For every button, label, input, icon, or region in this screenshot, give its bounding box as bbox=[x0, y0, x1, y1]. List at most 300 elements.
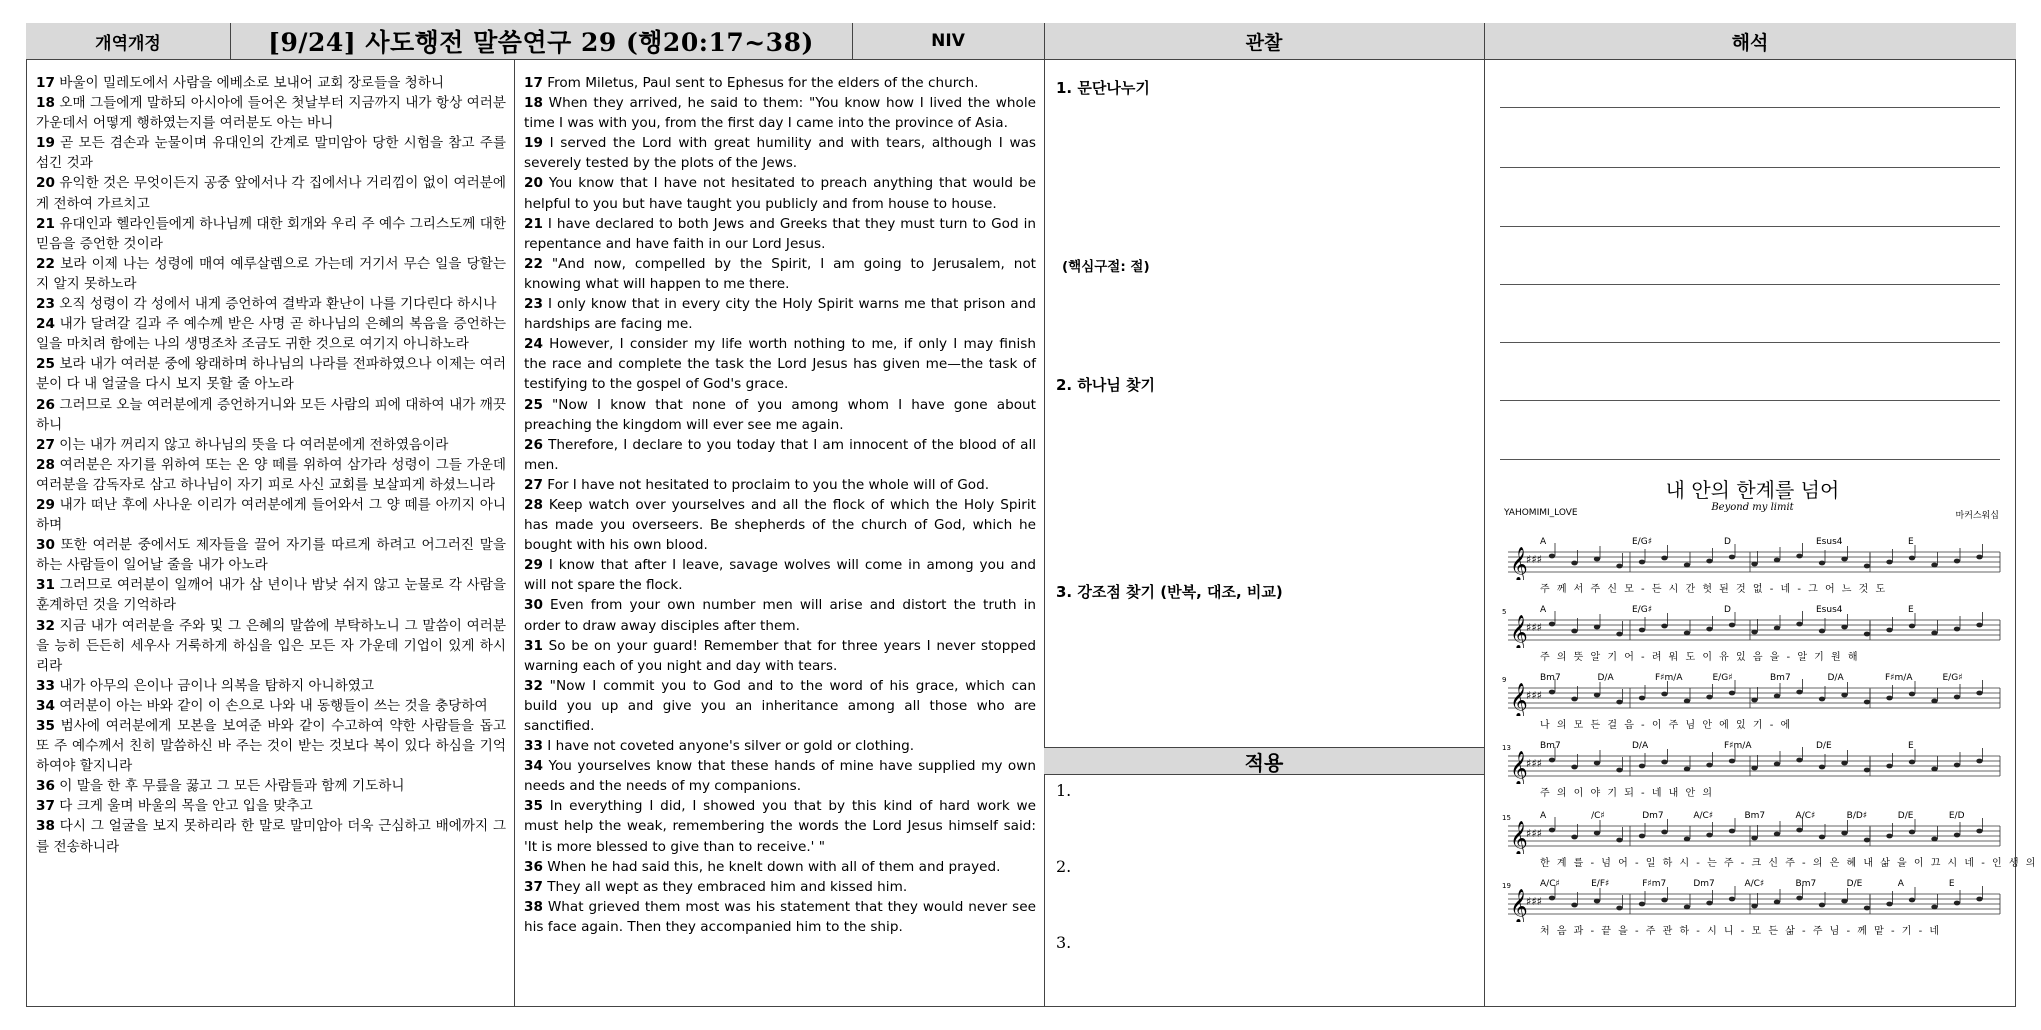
music-note-icon bbox=[1954, 559, 1960, 564]
music-note-icon bbox=[1549, 622, 1555, 627]
music-note-icon bbox=[1841, 831, 1847, 836]
writing-line bbox=[1500, 226, 2000, 227]
korean-verse bbox=[36, 616, 506, 676]
chord-symbol: F♯m/A bbox=[1885, 673, 1913, 683]
verse-number: 37 bbox=[36, 798, 55, 815]
verse-text: 범사에 여러분에게 모본을 보여준 바와 같이 수고하여 약한 사람들을 돕고 또 주 예수께서 친히 말씀하신 바 주는 것이 받는 것보다 복이 있다 하심을 기억하여야 할지니라 bbox=[36, 718, 506, 775]
verse-text: 오직 성령이 각 성에서 내게 증언하여 결박과 환난이 나를 기다린다 하시나 bbox=[54, 296, 497, 313]
korean-verse bbox=[36, 535, 506, 575]
music-note-icon bbox=[1796, 554, 1802, 559]
verse-text: 내가 달려갈 길과 주 예수께 받은 사명 곧 하나님의 은혜의 복음을 증언하는 일을 마치려 함에는 나의 생명조차 조금도 귀한 것으로 여기지 아니하노라 bbox=[36, 316, 506, 353]
music-note-icon bbox=[1751, 766, 1757, 771]
verse-text: I know that after I leave, savage wolves will come in among you and will not spare the flock. bbox=[524, 557, 1036, 594]
music-note-icon bbox=[1954, 695, 1960, 700]
music-note-icon bbox=[1954, 763, 1960, 768]
verse-number: 29 bbox=[524, 557, 543, 574]
music-note-icon bbox=[1684, 699, 1690, 704]
music-note-icon bbox=[1571, 765, 1577, 770]
music-note-icon bbox=[1684, 563, 1690, 568]
key-signature-icon: ♯♯♯ bbox=[1526, 553, 1542, 566]
chord-symbol: E/G♯ bbox=[1712, 673, 1733, 683]
music-note-icon bbox=[1639, 696, 1645, 701]
music-note-icon bbox=[1571, 561, 1577, 566]
chord-symbol: A bbox=[1897, 879, 1904, 889]
treble-clef-icon: 𝄞 bbox=[1510, 889, 1528, 922]
interpretation-label: 해석 bbox=[1731, 31, 1769, 54]
key-signature-icon: ♯♯♯ bbox=[1526, 689, 1542, 702]
verse-text: For I have not hesitated to proclaim to you the whole will of God. bbox=[542, 476, 990, 493]
verse-number: 36 bbox=[36, 778, 55, 795]
verse-number: 26 bbox=[524, 436, 543, 453]
korean-verse bbox=[36, 776, 506, 796]
music-note-icon bbox=[1796, 690, 1802, 695]
writing-line bbox=[1500, 167, 2000, 168]
music-note-icon bbox=[1819, 835, 1825, 840]
treble-clef-icon: 𝄞 bbox=[1510, 547, 1528, 580]
korean-verse bbox=[36, 214, 506, 254]
version-header bbox=[26, 23, 230, 60]
music-note-icon bbox=[1661, 556, 1667, 561]
verse-text: 이는 내가 꺼리지 않고 하나님의 뜻을 다 여러분에게 전하였음이라 bbox=[54, 436, 449, 453]
chord-symbol: F♯m/A bbox=[1655, 673, 1683, 683]
verse-number: 27 bbox=[524, 476, 543, 493]
observation-label: 관찰 bbox=[1245, 31, 1283, 54]
music-note-icon bbox=[1684, 767, 1690, 772]
verse-number: 30 bbox=[524, 597, 543, 614]
writing-line bbox=[1500, 107, 2000, 108]
music-note-icon bbox=[1729, 759, 1735, 764]
verse-number: 17 bbox=[36, 75, 55, 91]
measure-number: 5 bbox=[1502, 608, 1507, 616]
verse-number: 28 bbox=[36, 456, 55, 473]
korean-verse bbox=[36, 796, 506, 816]
music-note-icon bbox=[1976, 691, 1982, 696]
music-note-icon bbox=[1616, 632, 1622, 637]
music-note-icon bbox=[1909, 760, 1915, 765]
music-note-icon bbox=[1886, 628, 1892, 633]
title-header bbox=[230, 23, 852, 60]
chord-symbol: E bbox=[1908, 741, 1914, 751]
music-note-icon bbox=[1931, 767, 1937, 772]
chord-symbol: E/G♯ bbox=[1942, 673, 1963, 683]
chord-symbol: E bbox=[1908, 605, 1914, 615]
music-note-icon bbox=[1729, 691, 1735, 696]
music-note-icon bbox=[1616, 564, 1622, 569]
chord-symbol: A/C♯ bbox=[1540, 879, 1560, 889]
chord-symbol: A/C♯ bbox=[1693, 811, 1714, 821]
chord-symbol: B/D♯ bbox=[1846, 811, 1868, 821]
verse-number: 18 bbox=[36, 95, 55, 112]
music-note-icon bbox=[1661, 624, 1667, 629]
writing-line bbox=[1500, 459, 2000, 460]
korean-verse bbox=[36, 716, 506, 776]
verse-text: When he had said this, he knelt down with all of them and prayed. bbox=[542, 858, 1001, 875]
song-lyric-line: 나 의 모 든 걸 음 - 이 주 님 안 에 있 기 - 에 bbox=[1540, 720, 1793, 731]
korean-verses-column bbox=[36, 73, 506, 857]
chord-symbol: D/A bbox=[1827, 673, 1844, 683]
korean-verse bbox=[36, 354, 506, 394]
music-note-icon bbox=[1571, 697, 1577, 702]
music-note-icon bbox=[1841, 899, 1847, 904]
music-note-icon bbox=[1774, 694, 1780, 699]
verse-text: 내가 떠난 후에 사나운 이리가 여러분에게 들어와서 그 양 떼를 아끼지 아니하며 bbox=[36, 496, 506, 534]
verse-text: 유대인과 헬라인들에게 하나님께 대한 회개와 우리 주 예수 그리스도께 대한 믿음을 증언한 것이라 bbox=[36, 215, 506, 252]
music-note-icon bbox=[1954, 833, 1960, 838]
music-note-icon bbox=[1886, 764, 1892, 769]
niv-verse bbox=[524, 435, 1036, 475]
verse-number: 28 bbox=[524, 496, 543, 513]
niv-verse bbox=[524, 395, 1036, 435]
korean-verse bbox=[36, 816, 506, 856]
chord-symbol: Esus4 bbox=[1816, 537, 1843, 547]
music-note-icon bbox=[1819, 629, 1825, 634]
music-note-icon bbox=[1706, 901, 1712, 906]
korean-verse bbox=[36, 254, 506, 294]
application-item-3: 3. bbox=[1056, 933, 1072, 952]
music-note-icon bbox=[1594, 831, 1600, 836]
niv-verse bbox=[524, 495, 1036, 555]
staff-lines bbox=[1500, 734, 2005, 784]
music-staff-row bbox=[1500, 872, 2005, 942]
korean-verse bbox=[36, 173, 506, 213]
verse-text: 이 말을 한 후 무릎을 꿇고 그 모든 사람들과 함께 기도하니 bbox=[54, 778, 405, 795]
verse-text: 보라 이제 나는 성령에 매여 예루살렘으로 가는데 거기서 무슨 일을 당할는지 알지 못하노라 bbox=[36, 255, 506, 292]
korean-verse bbox=[36, 495, 506, 535]
music-note-icon bbox=[1706, 833, 1712, 838]
niv-verse bbox=[524, 796, 1036, 856]
music-note-icon bbox=[1684, 631, 1690, 636]
staff-lines bbox=[1500, 530, 2005, 580]
korean-verse bbox=[36, 73, 506, 93]
verse-text: I have not coveted anyone's silver or gold or clothing. bbox=[542, 738, 915, 755]
music-note-icon bbox=[1886, 902, 1892, 907]
chord-symbol: Dm7 bbox=[1642, 811, 1664, 821]
verse-number: 24 bbox=[36, 316, 55, 333]
verse-text: 그러므로 여러분이 일깨어 내가 삼 년이나 밤낮 쉬지 않고 눈물로 각 사람을 훈계하던 것을 기억하라 bbox=[36, 577, 506, 614]
verse-text: 그러므로 오늘 여러분에게 증언하거니와 모든 사람의 피에 대하여 내가 깨끗하니 bbox=[36, 396, 506, 433]
writing-line bbox=[1500, 400, 2000, 401]
staff-lines bbox=[1500, 666, 2005, 716]
niv-verse bbox=[524, 73, 1036, 93]
song-lyric-line: 주 께 서 주 신 모 - 든 시 간 헛 된 것 없 - 네 - 그 어 느 것 도 bbox=[1540, 584, 1888, 595]
music-note-icon bbox=[1751, 698, 1757, 703]
chord-symbol: D/E bbox=[1846, 879, 1863, 889]
key-signature-icon: ♯♯♯ bbox=[1526, 827, 1542, 840]
verse-number: 20 bbox=[524, 175, 543, 192]
music-note-icon bbox=[1729, 897, 1735, 902]
music-note-icon bbox=[1954, 901, 1960, 906]
verse-number: 18 bbox=[524, 95, 543, 112]
application-header bbox=[1044, 747, 1484, 775]
korean-verse bbox=[36, 133, 506, 173]
music-note-icon bbox=[1886, 696, 1892, 701]
verse-number: 31 bbox=[524, 637, 543, 654]
niv-verse bbox=[524, 595, 1036, 635]
niv-verse bbox=[524, 334, 1036, 394]
key-verse-label: (핵심구절: 절) bbox=[1062, 259, 1150, 275]
chord-symbol: /C♯ bbox=[1591, 811, 1605, 821]
music-note-icon bbox=[1549, 554, 1555, 559]
music-note-icon bbox=[1639, 902, 1645, 907]
korean-verse bbox=[36, 395, 506, 435]
verse-number: 22 bbox=[524, 255, 543, 272]
chord-symbol: Bm7 bbox=[1540, 673, 1561, 683]
chord-symbol: E/G♯ bbox=[1632, 537, 1653, 547]
verse-number: 31 bbox=[36, 577, 55, 594]
music-note-icon bbox=[1909, 830, 1915, 835]
verse-text: 여러분은 자기를 위하여 또는 온 양 떼를 위하여 삼가라 성령이 그들 가운데 여러분을 감독자로 삼고 하나님이 자기 피로 사신 교회를 보살피게 하셨느니라 bbox=[36, 456, 506, 493]
music-note-icon bbox=[1841, 557, 1847, 562]
music-note-icon bbox=[1751, 904, 1757, 909]
music-note-icon bbox=[1954, 627, 1960, 632]
song-credit-right: 마커스워십 bbox=[1955, 511, 1999, 521]
music-note-icon bbox=[1841, 693, 1847, 698]
music-note-icon bbox=[1909, 898, 1915, 903]
measure-number: 15 bbox=[1502, 814, 1511, 822]
verse-text: I served the Lord with great humility and with tears, although I was severely tested by the plots of the Jews. bbox=[524, 135, 1036, 172]
music-note-icon bbox=[1796, 828, 1802, 833]
verse-text: 다시 그 얼굴을 보지 못하리라 한 말로 말미암아 더욱 근심하고 배에까지 그를 전송하니라 bbox=[36, 818, 506, 855]
music-note-icon bbox=[1661, 898, 1667, 903]
chord-symbol: Bm7 bbox=[1540, 741, 1561, 751]
niv-verse bbox=[524, 294, 1036, 334]
verse-number: 29 bbox=[36, 496, 55, 513]
key-signature-icon: ♯♯♯ bbox=[1526, 757, 1542, 770]
chord-symbol: D/A bbox=[1597, 673, 1614, 683]
verse-text: In everything I did, I showed you that by this kind of hard work we must help the weak, remembering the words the Lord Jesus himself said: 'It is more blessed to give than to receive.' " bbox=[524, 798, 1036, 855]
chord-symbol: A bbox=[1540, 605, 1547, 615]
verse-number: 34 bbox=[36, 697, 55, 714]
verse-text: You know that I have not hesitated to preach anything that would be helpful to you but have taught you publicly and from house to house. bbox=[524, 175, 1036, 212]
verse-number: 35 bbox=[36, 718, 55, 734]
verse-number: 36 bbox=[524, 858, 543, 875]
song-lyric-line: 한 계 를 - 넘 어 - 일 하 시 - 는 주 - 크 신 주 - 의 은 혜 내 삶 을 이 끄 시 네 - 인 생 의 bbox=[1540, 858, 2038, 869]
verse-number: 23 bbox=[524, 296, 543, 313]
chord-symbol: E/F♯ bbox=[1591, 879, 1610, 889]
niv-verse bbox=[524, 93, 1036, 133]
music-note-icon bbox=[1931, 905, 1937, 910]
chord-symbol: E/G♯ bbox=[1632, 605, 1653, 615]
music-staff-row bbox=[1500, 804, 2038, 874]
music-note-icon bbox=[1864, 838, 1870, 843]
chord-symbol: F♯m7 bbox=[1642, 879, 1667, 889]
verse-text: From Miletus, Paul sent to Ephesus for the elders of the church. bbox=[542, 75, 979, 91]
staff-lines bbox=[1500, 804, 2005, 854]
music-note-icon bbox=[1639, 834, 1645, 839]
chord-symbol: A/C♯ bbox=[1744, 879, 1765, 889]
music-note-icon bbox=[1774, 558, 1780, 563]
verse-number: 25 bbox=[36, 356, 55, 373]
column-divider bbox=[1044, 23, 1045, 1007]
music-note-icon bbox=[1864, 768, 1870, 773]
music-note-icon bbox=[1571, 903, 1577, 908]
key-signature-icon: ♯♯♯ bbox=[1526, 895, 1542, 908]
verse-text: When they arrived, he said to them: "You know how I lived the whole time I was with you, from the first day I came into the province of Asia. bbox=[524, 95, 1036, 132]
verse-number: 21 bbox=[524, 215, 543, 232]
verse-text: "And now, compelled by the Spirit, I am going to Jerusalem, not knowing what will happen to me there. bbox=[524, 255, 1036, 292]
music-note-icon bbox=[1661, 830, 1667, 835]
staff-lines bbox=[1500, 598, 2005, 648]
song-lyric-line: 주 의 뜻 알 기 어 - 려 워 도 이 유 있 음 을 - 알 기 원 해 bbox=[1540, 652, 1860, 663]
korean-verse bbox=[36, 676, 506, 696]
writing-line bbox=[1500, 284, 2000, 285]
niv-verses-column bbox=[524, 73, 1036, 937]
niv-verse bbox=[524, 555, 1036, 595]
verse-text: Even from your own number men will arise and distort the truth in order to draw away disciples after them. bbox=[524, 597, 1036, 634]
niv-header bbox=[852, 23, 1044, 60]
verse-number: 27 bbox=[36, 436, 55, 453]
music-note-icon bbox=[1864, 632, 1870, 637]
verse-number: 32 bbox=[36, 617, 55, 634]
music-note-icon bbox=[1976, 897, 1982, 902]
verse-text: "Now I know that none of you among whom I have gone about preaching the kingdom will ever see me again. bbox=[524, 396, 1036, 433]
measure-number: 19 bbox=[1502, 882, 1511, 890]
verse-number: 33 bbox=[524, 738, 543, 755]
verse-number: 34 bbox=[524, 758, 543, 775]
music-note-icon bbox=[1729, 555, 1735, 560]
verse-text: 여러분이 아는 바와 같이 이 손으로 나와 내 동행들이 쓰는 것을 충당하여 bbox=[54, 697, 488, 714]
verse-number: 19 bbox=[36, 135, 55, 152]
niv-label: NIV bbox=[931, 31, 965, 51]
observation-item-emphasis: 3. 강조점 찾기 (반복, 대조, 비교) bbox=[1056, 583, 1283, 601]
chord-symbol: A bbox=[1540, 811, 1547, 821]
music-note-icon bbox=[1796, 622, 1802, 627]
music-note-icon bbox=[1819, 765, 1825, 770]
key-signature-icon: ♯♯♯ bbox=[1526, 621, 1542, 634]
observation-item-find-god: 2. 하나님 찾기 bbox=[1056, 376, 1156, 394]
measure-number: 13 bbox=[1502, 744, 1511, 752]
music-note-icon bbox=[1594, 899, 1600, 904]
music-note-icon bbox=[1886, 560, 1892, 565]
verse-number: 26 bbox=[36, 396, 55, 413]
verse-number: 35 bbox=[524, 798, 543, 815]
chord-symbol: E/D bbox=[1948, 811, 1965, 821]
music-note-icon bbox=[1571, 629, 1577, 634]
niv-verse bbox=[524, 475, 1036, 495]
music-note-icon bbox=[1751, 562, 1757, 567]
niv-verse bbox=[524, 636, 1036, 676]
chord-symbol: Esus4 bbox=[1816, 605, 1843, 615]
verse-number: 37 bbox=[524, 878, 543, 895]
niv-verse bbox=[524, 676, 1036, 736]
music-note-icon bbox=[1931, 563, 1937, 568]
chord-symbol: Bm7 bbox=[1744, 811, 1766, 821]
music-note-icon bbox=[1976, 555, 1982, 560]
music-note-icon bbox=[1549, 896, 1555, 901]
chord-symbol: Bm7 bbox=[1770, 673, 1791, 683]
music-note-icon bbox=[1594, 761, 1600, 766]
chord-symbol: E bbox=[1948, 879, 1955, 889]
music-note-icon bbox=[1751, 630, 1757, 635]
music-note-icon bbox=[1841, 761, 1847, 766]
music-note-icon bbox=[1774, 900, 1780, 905]
verse-number: 20 bbox=[36, 175, 55, 192]
music-note-icon bbox=[1639, 628, 1645, 633]
music-staff-row bbox=[1500, 666, 2005, 736]
song-lyric-line: 처 음 과 - 끝 을 - 주 관 하 - 시 니 - 모 든 삶 - 주 님 - 께 맡 - 기 - 네 bbox=[1540, 926, 1942, 937]
korean-verse bbox=[36, 455, 506, 495]
application-label: 적용 bbox=[1244, 750, 1284, 775]
chord-symbol: A/C♯ bbox=[1795, 811, 1816, 821]
music-note-icon bbox=[1864, 564, 1870, 569]
music-note-icon bbox=[1864, 906, 1870, 911]
chord-symbol: D bbox=[1724, 605, 1731, 615]
header-divider bbox=[230, 23, 231, 60]
application-item-2: 2. bbox=[1056, 857, 1072, 876]
column-divider bbox=[514, 60, 515, 1007]
chord-symbol: E bbox=[1908, 537, 1914, 547]
music-note-icon bbox=[1616, 768, 1622, 773]
korean-verse bbox=[36, 435, 506, 455]
music-note-icon bbox=[1549, 758, 1555, 763]
music-note-icon bbox=[1549, 690, 1555, 695]
music-note-icon bbox=[1819, 697, 1825, 702]
verse-text: Keep watch over yourselves and all the flock of which the Holy Spirit has made you overseers. Be shepherds of the church of God, which he bought with his own blood. bbox=[524, 496, 1036, 554]
music-note-icon bbox=[1774, 762, 1780, 767]
song-subtitle: Beyond my limit bbox=[1711, 502, 1794, 513]
music-note-icon bbox=[1774, 832, 1780, 837]
music-note-icon bbox=[1549, 828, 1555, 833]
music-note-icon bbox=[1819, 561, 1825, 566]
music-note-icon bbox=[1864, 700, 1870, 705]
music-note-icon bbox=[1774, 626, 1780, 631]
column-divider bbox=[1484, 23, 1485, 1007]
music-note-icon bbox=[1931, 631, 1937, 636]
observation-header bbox=[1044, 23, 1484, 60]
music-note-icon bbox=[1931, 699, 1937, 704]
verse-text: 또한 여러분 중에서도 제자들을 끌어 자기를 따르게 하려고 어그러진 말을 하는 사람들이 일어날 줄을 내가 아노라 bbox=[36, 537, 506, 574]
music-staff-row bbox=[1500, 598, 2005, 668]
verse-text: 보라 내가 여러분 중에 왕래하며 하나님의 나라를 전파하였으나 이제는 여러분이 다 내 얼굴을 다시 보지 못할 줄 아노라 bbox=[36, 356, 506, 393]
music-note-icon bbox=[1729, 829, 1735, 834]
verse-text: You yourselves know that these hands of mine have supplied my own needs and the needs of my companions. bbox=[524, 758, 1036, 795]
verse-text: 오매 그들에게 말하되 아시아에 들어온 첫날부터 지금까지 내가 항상 여러분 가운데서 어떻게 행하였는지를 여러분도 아는 바니 bbox=[36, 95, 506, 132]
korean-verse bbox=[36, 93, 506, 133]
niv-verse bbox=[524, 133, 1036, 173]
niv-verse bbox=[524, 214, 1036, 254]
verse-text: 바울이 밀레도에서 사람을 에베소로 보내어 교회 장로들을 청하니 bbox=[54, 75, 445, 91]
verse-number: 32 bbox=[524, 677, 543, 694]
chord-symbol: F♯m/A bbox=[1724, 741, 1752, 751]
verse-number: 22 bbox=[36, 255, 55, 272]
treble-clef-icon: 𝄞 bbox=[1510, 683, 1528, 716]
music-note-icon bbox=[1706, 559, 1712, 564]
verse-text: I have declared to both Jews and Greeks that they must turn to God in repentance and have faith in our Lord Jesus. bbox=[524, 215, 1036, 252]
korean-verse bbox=[36, 294, 506, 314]
verse-text: 지금 내가 여러분을 주와 및 그 은혜의 말씀에 부탁하노니 그 말씀이 여러분을 능히 든든히 세우사 거룩하게 하심을 입은 모든 자 가운데 기업이 있게 하시리라 bbox=[36, 617, 506, 674]
music-note-icon bbox=[1616, 906, 1622, 911]
chord-symbol: A bbox=[1540, 537, 1547, 547]
music-note-icon bbox=[1639, 764, 1645, 769]
song-credit-left: YAHOMIMI_LOVE bbox=[1504, 508, 1578, 518]
music-note-icon bbox=[1684, 837, 1690, 842]
niv-verse bbox=[524, 897, 1036, 937]
music-note-icon bbox=[1976, 623, 1982, 628]
treble-clef-icon: 𝄞 bbox=[1510, 615, 1528, 648]
verse-text: 곧 모든 겸손과 눈물이며 유대인의 간계로 말미암아 당한 시험을 참고 주를 섬긴 것과 bbox=[36, 135, 506, 172]
music-staff-row bbox=[1500, 734, 2005, 804]
music-note-icon bbox=[1594, 557, 1600, 562]
music-note-icon bbox=[1796, 896, 1802, 901]
niv-verse bbox=[524, 877, 1036, 897]
verse-number: 17 bbox=[524, 75, 543, 91]
staff-lines bbox=[1500, 872, 2005, 922]
verse-text: I only know that in every city the Holy Spirit warns me that prison and hardships are facing me. bbox=[524, 296, 1036, 333]
verse-text: "Now I commit you to God and to the word of his grace, which can build you up and give you an inheritance among all those who are sanctified. bbox=[524, 677, 1036, 734]
verse-text: However, I consider my life worth nothing to me, if only I may finish the race and complete the task the Lord Jesus has given me—the task of testifying to the gospel of God's grace. bbox=[524, 336, 1036, 393]
version-label: 개역개정 bbox=[95, 33, 161, 54]
music-note-icon bbox=[1639, 560, 1645, 565]
